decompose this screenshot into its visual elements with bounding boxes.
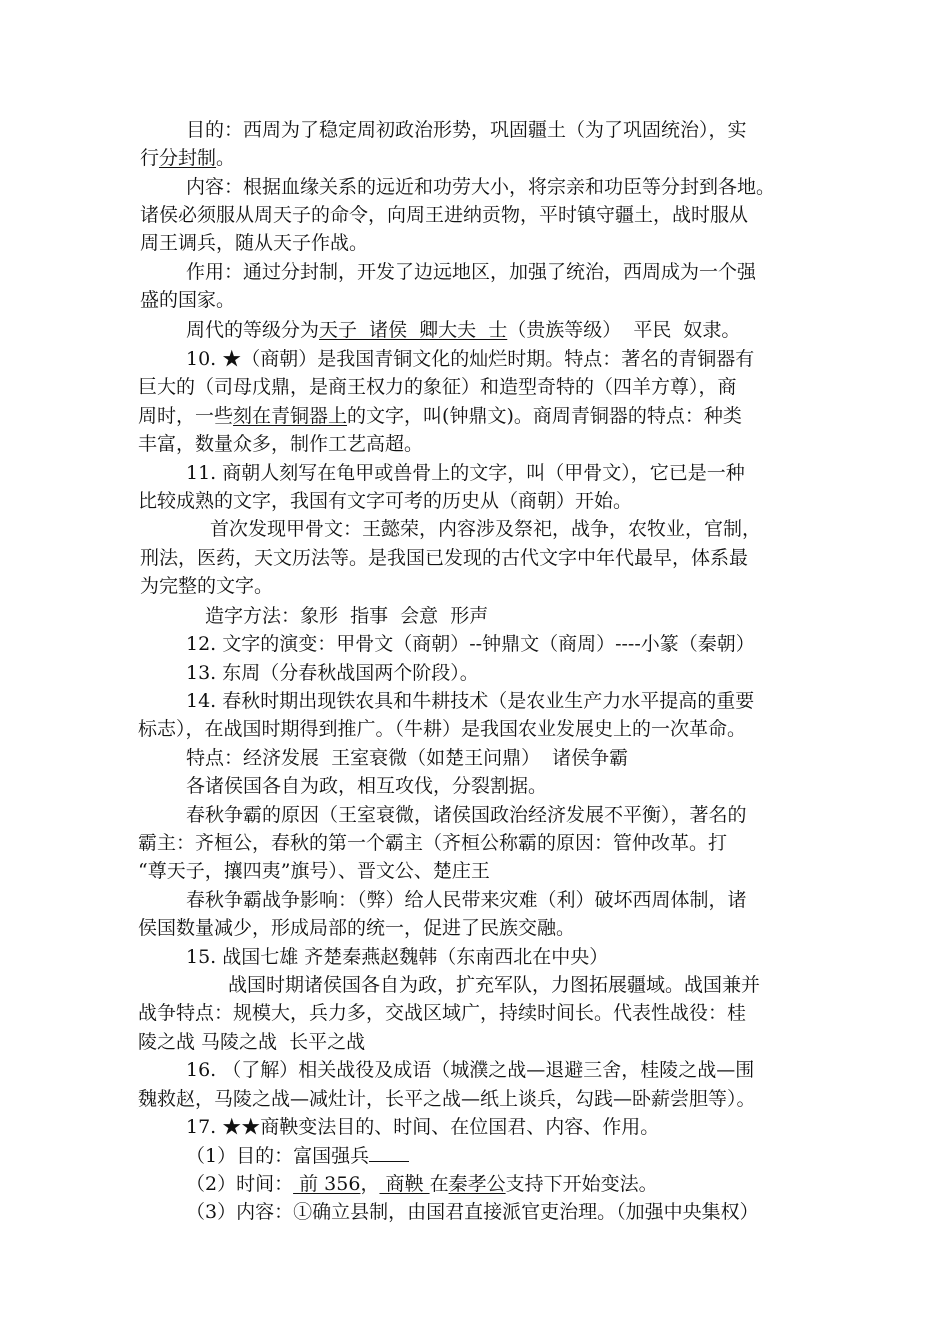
text-line: 丰富，数量众多，制作工艺高超。 xyxy=(138,433,424,455)
underlined-term: 商鞅 xyxy=(379,1173,430,1195)
text-line: 霸主：齐桓公，春秋的第一个霸主（齐桓公称霸的原因：管仲改革。打 xyxy=(138,832,728,854)
text-line: 标志），在战国时期得到推广。（牛耕）是我国农业发展史上的一次革命。 xyxy=(138,718,747,740)
text-line: 17. ★★商鞅变法目的、时间、在位国君、内容、作用。 xyxy=(186,1116,660,1138)
text-line: 春秋争霸战争影响：（弊）给人民带来灾难（利）破坏西周体制，诸 xyxy=(186,889,747,911)
text-line: （3）内容：①确立县制，由国君直接派官吏治理。（加强中央集权） xyxy=(186,1201,759,1223)
text-line: 14. 春秋时期出现铁农具和牛耕技术（是农业生产力水平提高的重要 xyxy=(186,690,755,712)
text-line: 行分封制。 xyxy=(140,147,236,169)
underlined-term: 刻在青铜器上 xyxy=(233,405,348,427)
text-line: 首次发现甲骨文：王懿荣，内容涉及祭祀，战争，农牧业，官制， xyxy=(210,518,762,540)
underlined-term: 前 356 xyxy=(293,1173,361,1195)
text-line: （1）目的：富国强兵 xyxy=(186,1142,409,1170)
text-line: 陵之战 马陵之战 长平之战 xyxy=(138,1031,366,1053)
text-line: 春秋争霸的原因（王室衰微，诸侯国政治经济发展不平衡），著名的 xyxy=(186,804,747,826)
text-line: 巨大的（司母戊鼎，是商王权力的象征）和造型奇特的（四羊方尊），商 xyxy=(138,376,737,398)
text-line: 11. 商朝人刻写在龟甲或兽骨上的文字，叫（甲骨文），它已是一种 xyxy=(186,462,745,484)
text-line: 内容：根据血缘关系的远近和功劳大小，将宗亲和功臣等分封到各地。 xyxy=(186,176,776,198)
text-line: 周时，一些刻在青铜器上的文字，叫(钟鼎文)。商周青铜器的特点：种类 xyxy=(138,405,742,427)
text-line: 周代的等级分为天子 诸侯 卿大夫 士（贵族等级） 平民 奴隶。 xyxy=(186,319,741,341)
fill-in-blank xyxy=(369,1143,409,1162)
text-line: 12. 文字的演变：甲骨文（商朝）--钟鼎文（商周）----小篆（秦朝） xyxy=(186,633,755,655)
text-line: “尊天子，攘四夷”旗号）、晋文公、楚庄王 xyxy=(138,860,490,882)
underlined-term: 天子 诸侯 卿大夫 士 xyxy=(319,319,508,341)
underlined-term: 分封制 xyxy=(159,147,217,169)
text-line: 特点：经济发展 王室衰微（如楚王问鼎） 诸侯争霸 xyxy=(186,747,629,769)
text-line: 战争特点：规模大，兵力多，交战区域广，持续时间长。代表性战役：桂 xyxy=(138,1002,747,1024)
text-line: 各诸侯国各自为政，相互攻伐，分裂割据。 xyxy=(186,775,548,797)
text-line: 15. 战国七雄 齐楚秦燕赵魏韩（东南西北在中央） xyxy=(186,946,609,968)
underlined-term: 秦孝公 xyxy=(448,1173,506,1195)
text-line: 目的：西周为了稳定周初政治形势，巩固疆土（为了巩固统治），实 xyxy=(186,119,747,141)
text-line: 造字方法：象形 指事 会意 形声 xyxy=(205,605,489,627)
text-line: 16. （了解）相关战役及成语（城濮之战—退避三舍，桂陵之战—围 xyxy=(186,1059,755,1081)
text-line: 作用：通过分封制，开发了边远地区，加强了统治，西周成为一个强 xyxy=(186,261,757,283)
text-line: 刑法，医药，天文历法等。是我国已发现的古代文字中年代最早，体系最 xyxy=(140,547,749,569)
text-line: 周王调兵，随从天子作战。 xyxy=(140,232,369,254)
text-line: 为完整的文字。 xyxy=(140,575,274,597)
text-line: 侯国数量减少，形成局部的统一，促进了民族交融。 xyxy=(138,917,576,939)
text-line: 诸侯必须服从周天子的命令，向周王进纳贡物，平时镇守疆土，战时服从 xyxy=(140,204,749,226)
text-line: 10. ★（商朝）是我国青铜文化的灿烂时期。特点：著名的青铜器有 xyxy=(186,348,755,370)
text-line: 战国时期诸侯国各自为政，扩充军队，力图拓展疆域。战国兼并 xyxy=(228,974,761,996)
text-line: 比较成熟的文字，我国有文字可考的历史从（商朝）开始。 xyxy=(138,490,633,512)
text-line: （2）时间： 前 356， 商鞅 在秦孝公支持下开始变法。 xyxy=(186,1173,658,1195)
text-line: 盛的国家。 xyxy=(140,289,236,311)
text-line: 13. 东周（分春秋战国两个阶段）。 xyxy=(186,662,479,684)
text-line: 魏救赵，马陵之战—减灶计，长平之战—纸上谈兵，勾践—卧薪尝胆等）。 xyxy=(138,1088,756,1110)
